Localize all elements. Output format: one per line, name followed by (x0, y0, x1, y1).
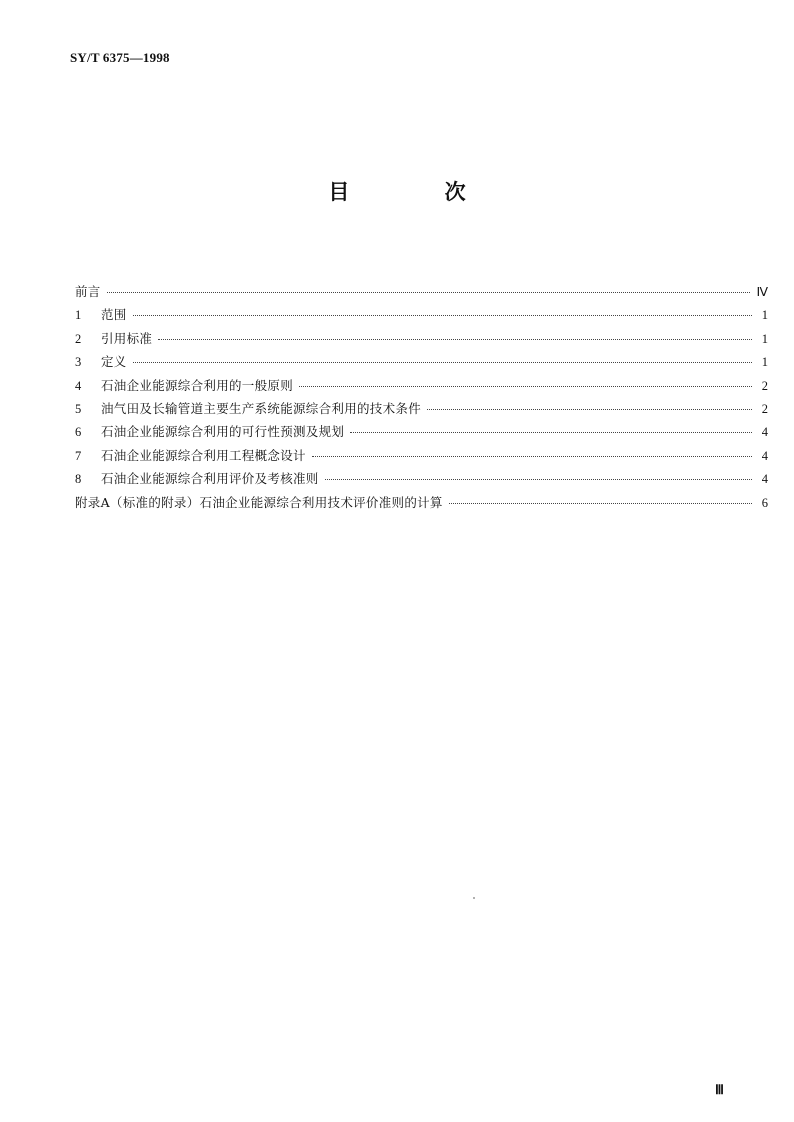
toc-entry[interactable] (75, 491, 768, 514)
toc-entry-number: 3 (75, 355, 82, 370)
toc-entry-number: 4 (75, 378, 82, 393)
table-of-contents (75, 280, 768, 514)
toc-entry-label: 引用标准 (101, 330, 153, 346)
dot-leader (449, 503, 752, 504)
page-number: Ⅲ (715, 1082, 724, 1097)
toc-entry-number: 2 (75, 331, 82, 346)
toc-entry-label: 附录A（标准的附录）石油企业能源综合利用技术评价准则的计算 (75, 494, 443, 510)
dot-leader (107, 292, 751, 293)
toc-entry[interactable] (75, 420, 768, 443)
toc-entry-label: 范围 (101, 307, 127, 323)
dot-leader (299, 386, 752, 387)
toc-entry[interactable] (75, 397, 768, 420)
toc-entry-label: 定义 (101, 354, 127, 370)
toc-entry[interactable] (75, 303, 768, 326)
toc-entry-number: 5 (75, 401, 82, 416)
toc-entry-number: 8 (75, 472, 82, 487)
toc-entry[interactable] (75, 444, 768, 467)
toc-entry-page: 1 (761, 355, 768, 370)
toc-entry-page: Ⅳ (756, 285, 768, 299)
dot-leader (350, 432, 752, 433)
toc-entry-label: 石油企业能源综合利用工程概念设计 (101, 447, 306, 463)
scan-speck (473, 897, 475, 899)
toc-entry-number: 7 (75, 448, 82, 463)
toc-entry-number: 6 (75, 425, 82, 440)
toc-entry-label: 前言 (75, 284, 101, 299)
toc-entry-label: 油气田及长输管道主要生产系统能源综合利用的技术条件 (101, 400, 422, 416)
dot-leader (325, 479, 752, 480)
toc-title: 目 次 (328, 180, 510, 204)
toc-entry-page: 4 (761, 472, 768, 487)
dot-leader (312, 456, 752, 457)
toc-entry-page: 2 (761, 401, 768, 416)
toc-entry[interactable] (75, 280, 768, 303)
toc-entry-page: 6 (761, 495, 768, 510)
toc-entry[interactable] (75, 327, 768, 350)
dot-leader (158, 339, 752, 340)
toc-entry-page: 1 (761, 331, 768, 346)
toc-entry-label: 石油企业能源综合利用评价及考核准则 (101, 471, 319, 487)
toc-entry-page: 4 (761, 425, 768, 440)
toc-entry-number: 1 (75, 308, 82, 323)
toc-entry-label: 石油企业能源综合利用的一般原则 (101, 377, 294, 393)
dot-leader (133, 315, 752, 316)
toc-entry-page: 1 (761, 308, 768, 323)
toc-entry-page: 4 (761, 448, 768, 463)
toc-entry-label: 石油企业能源综合利用的可行性预测及规划 (101, 424, 345, 440)
toc-entry[interactable] (75, 374, 768, 397)
toc-entry-page: 2 (761, 378, 768, 393)
dot-leader (427, 409, 752, 410)
standard-code: SY/T 6375—1998 (70, 50, 170, 65)
dot-leader (133, 362, 752, 363)
toc-entry[interactable] (75, 467, 768, 490)
toc-entry[interactable] (75, 350, 768, 373)
